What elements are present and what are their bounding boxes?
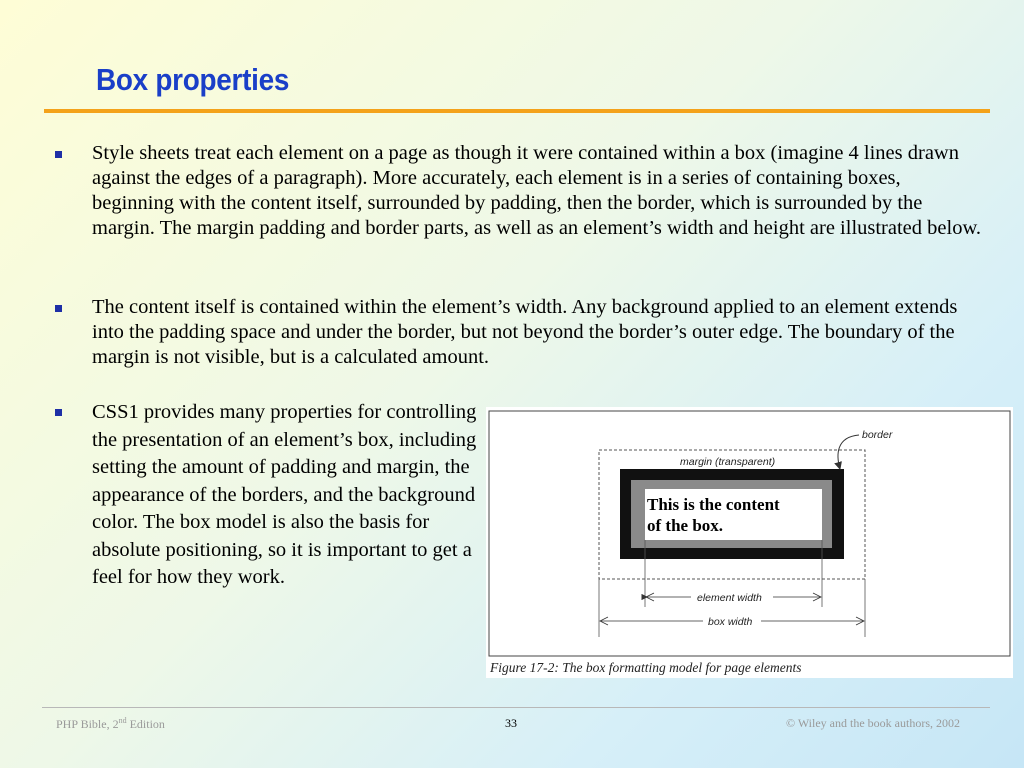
border-label: border [862,429,893,441]
bullet-text-2: The content itself is contained within the element’s width. Any background applied to an element extends into the padding space and under the border, but not beyond the border’s outer edge. The boundary of the margin is not visible, but is a calculated amount. [92,296,958,368]
box-width-label: box width [708,616,753,628]
figure-caption: Figure 17-2: The box formatting model for page elements [490,660,802,675]
bullet-text-1: Style sheets treat each element on a page as though it were contained within a box (imagine 4 lines drawn against the edges of a paragraph). More accurately, each element is in a series of containing boxes, beginning with the content itself, surrounded by padding, then the border, which is surrounded by the margin. The margin padding and border parts, as well as an element’s width and height are illustrated below. [92,142,982,239]
content-text-line2: of the box. [647,516,724,535]
footer-copyright: © Wiley and the book authors, 2002 [785,716,960,730]
footer-divider [42,707,990,708]
bullet-marker [55,151,62,158]
content-text-line1: This is the content [647,495,780,514]
margin-label: margin (transparent) [680,456,776,468]
box-model-figure [486,407,1013,678]
page-number: 33 [505,716,517,730]
bullet-text-3: CSS1 provides many properties for controlling the presentation of an element’s box, including setting the amount of padding and margin, the appearance of the borders, and the background color. The box model is also the basis for absolute positioning, so it is important to get a feel for how they work. [92,401,477,588]
element-width-label: element width [697,592,762,604]
bullet-marker [55,409,62,416]
title-underline [44,109,990,113]
footer-book-title: PHP Bible, 2nd Edition [56,716,165,731]
bullet-marker [55,305,62,312]
slide-title: Box properties [96,62,290,97]
